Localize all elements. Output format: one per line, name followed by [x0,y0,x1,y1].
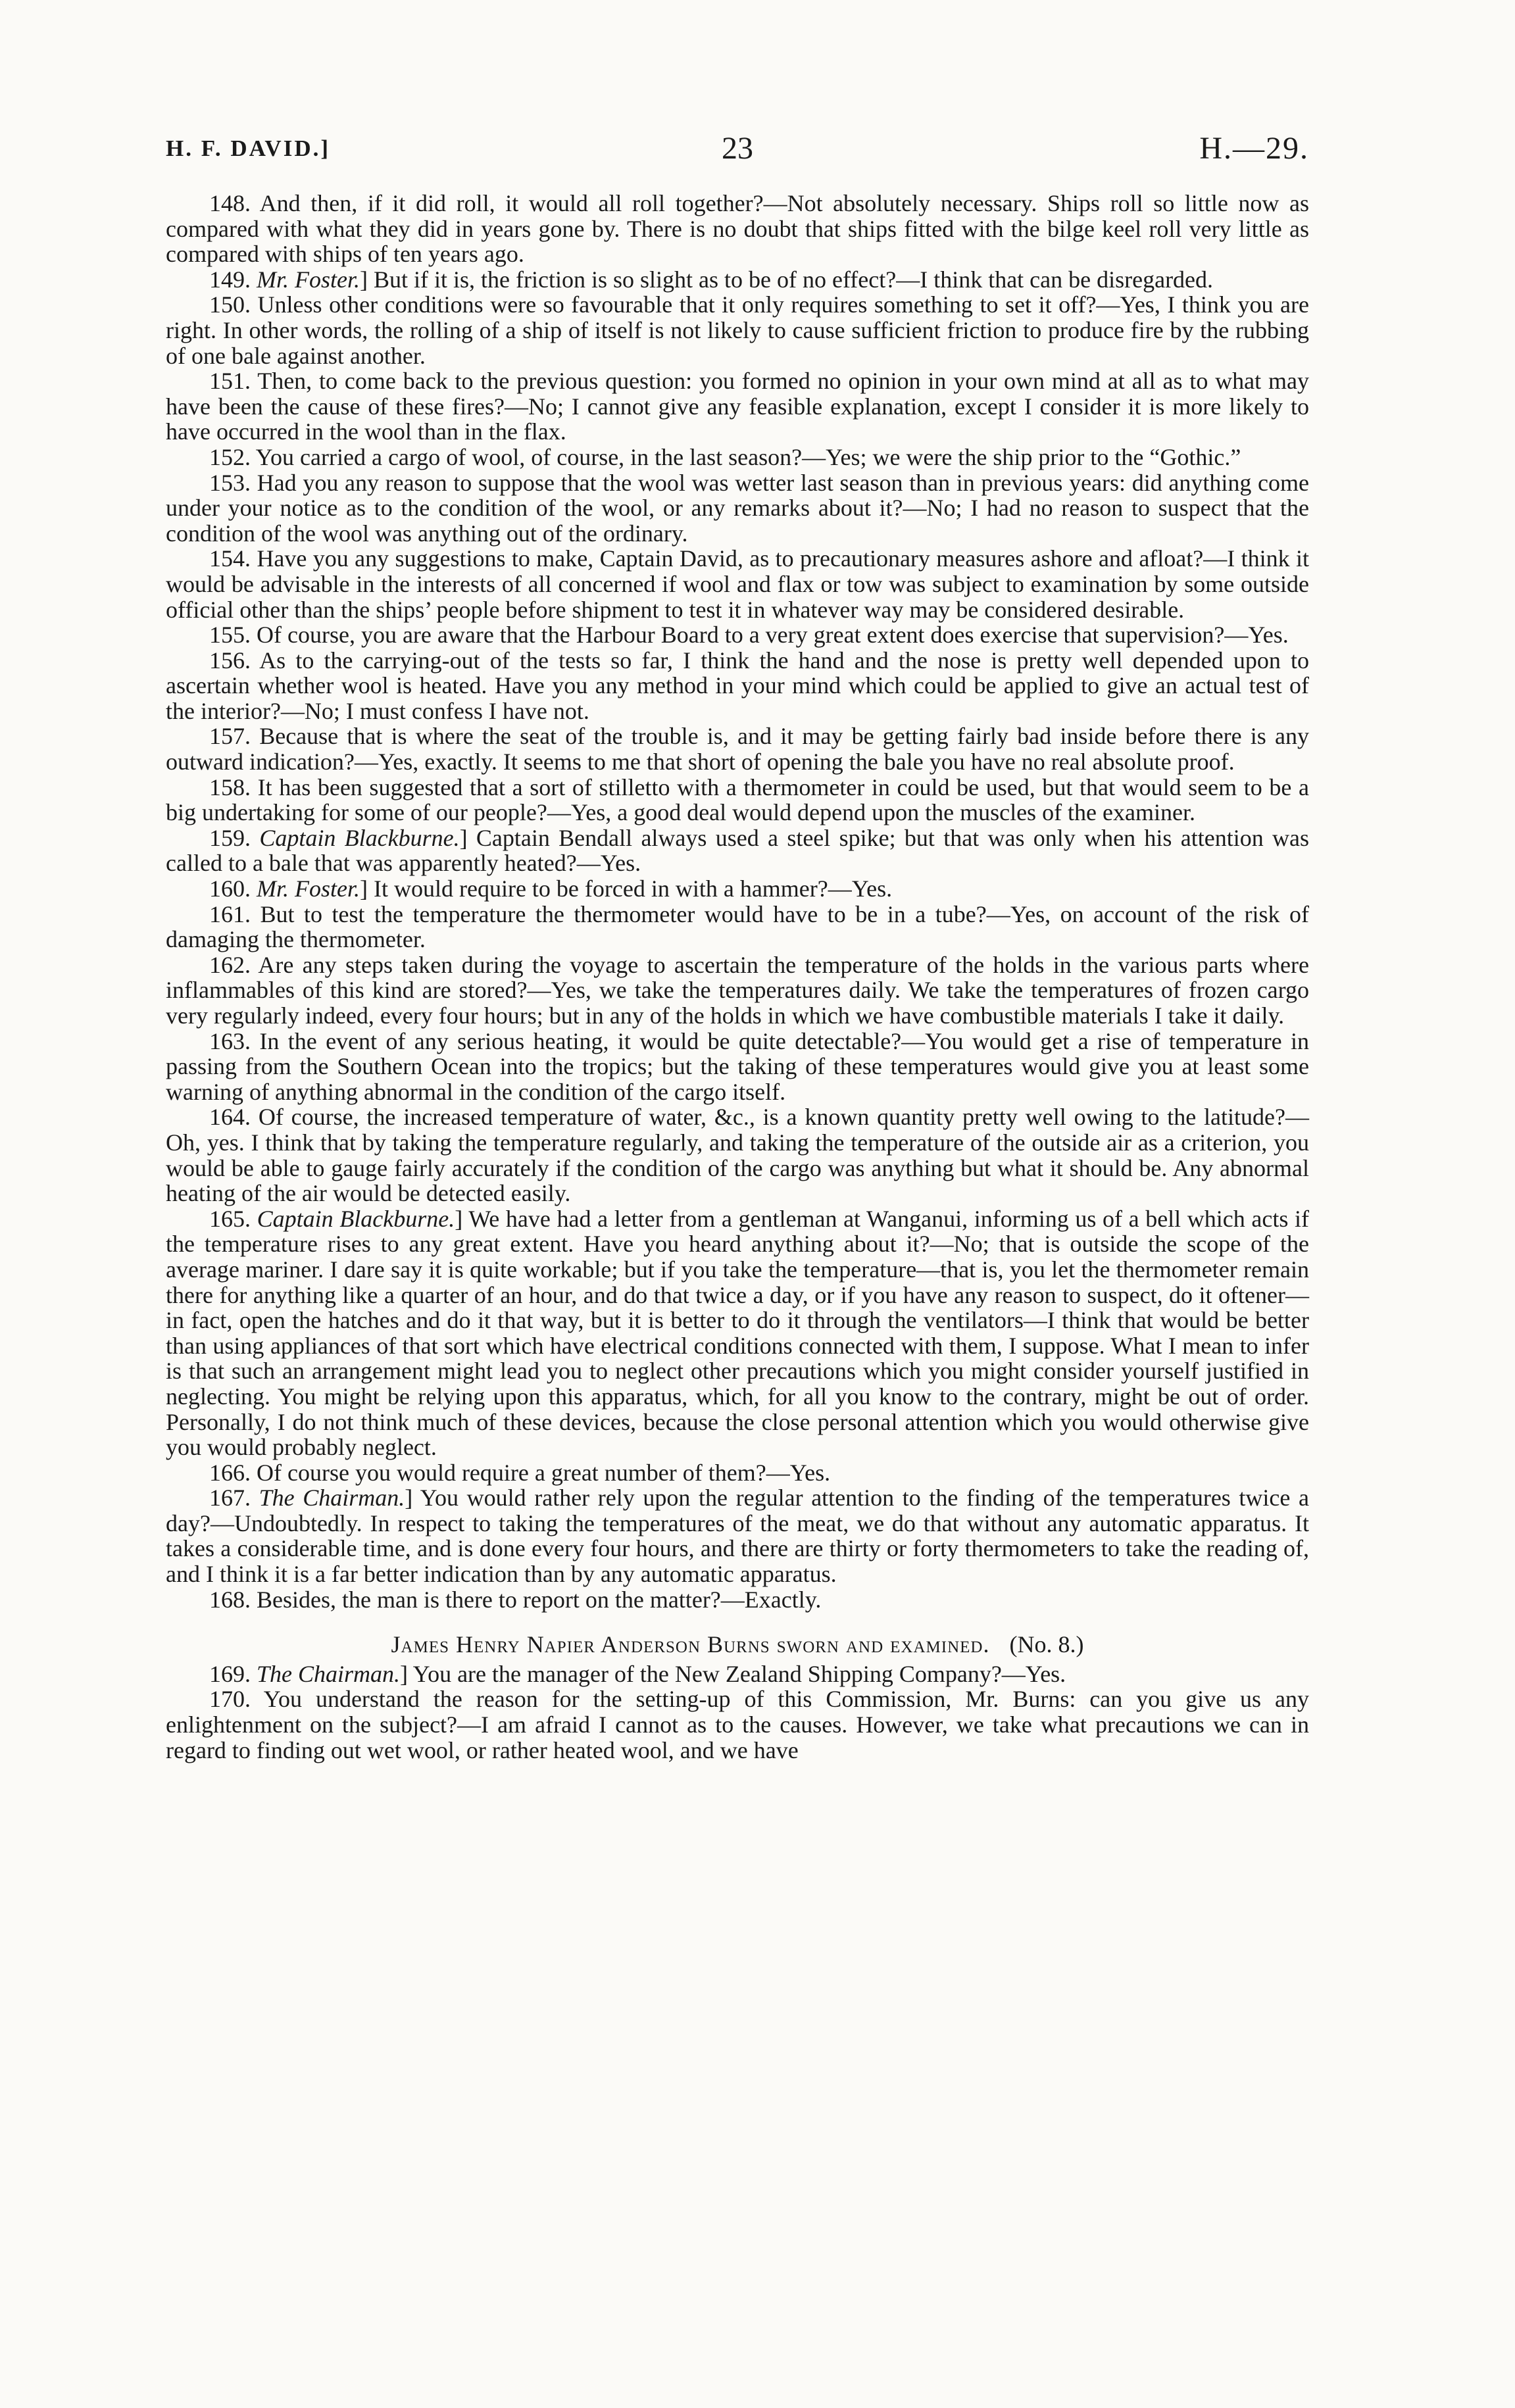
testimony-paragraph: 152. You carried a cargo of wool, of course, in the last season?—Yes; we were the ship prior to the “Gothic.” [209,443,1241,470]
testimony-paragraph: 157. Because that is where the seat of the trouble is, and it may be getting fairly bad inside before there is any outward indication?—Yes, exactly. It seems to me that short of opening the bale you have no real absolute proof. [166,723,1309,775]
testimony-paragraph: 150. Unless other conditions were so favourable that it only requires something to set it off?—Yes, I think you are right. In other words, the rolling of a ship of itself is not likely to cause sufficient friction to produce fire by the rubbing of one bale against another. [166,291,1309,369]
testimony-paragraph: 148. And then, if it did roll, it would all roll together?—Not absolutely necessary. Ships roll so little now as compared with what they did in years gone by. There is no doubt that ships fitted with the bilge keel roll very little as compared with ships of ten years ago. [166,190,1309,268]
witness-name: James Henry Napier Anderson Burns [391,1631,770,1658]
testimony-paragraph: 154. Have you any suggestions to make, Captain David, as to precautionary measures ashore and afloat?—I think it would be advisable in the interests of all concerned if wool and flax or tow was subject to examination by some outside official other than the ships’ people before shipment to test it in whatever way may be considered desirable. [166,545,1309,623]
testimony-paragraph: 165. Captain Blackburne.] We have had a letter from a gentleman at Wanganui, informing us of a bell which acts if the temperature rises to any great extent. Have you heard anything about it?—No; that is outside the scope of the average mariner. I dare say it is quite workable; but if you take the temperature—that is, you let the thermometer remain there for anything like a quarter of an hour, and do that twice a day, or if you have any reason to suspect, do it oftener—in fact, open the hatches and do it that way, but it is better to do it through the ventilators—I think that would be better than using appliances of that sort which have electrical conditions connected with them, I suppose. What I mean to infer is that such an arrangement might lead you to neglect other precautions which you might consider yourself justified in neglecting. You might be relying upon this apparatus, which, for all you know to the contrary, might be out of order. Personally, I do not think much of these devices, because the close personal attention which you would otherwise give you would probably neglect. [166,1205,1310,1461]
speaker-name: Captain Blackburne. [259,824,460,851]
witness-heading [166,1632,1309,1658]
testimony-section-1 [166,191,1309,1612]
header-witness: H. F. DAVID.] [166,135,331,161]
testimony-paragraph: 164. Of course, the increased temperature of water, &c., is a known quantity pretty well owing to the latitude?—Oh, yes. I think that by taking the temperature regularly, and taking the temperature of the outside air as a criterion, you would be able to gauge fairly accurately if the condition of the cargo was anything but what it should be. Any abnormal heating of the air would be detected easily. [166,1104,1309,1207]
testimony-paragraph: 170. You understand the reason for the setting-up of this Commission, Mr. Burns: can you give us any enlightenment on the subject?—I am afraid I cannot as to the causes. However, we take what precautions we can in regard to finding out wet wool, or rather heated wool, and we have [166,1686,1309,1763]
testimony-section-2 [166,1661,1309,1763]
testimony-paragraph: 162. Are any steps taken during the voyage to ascertain the temperature of the holds in the various parts where inflammables of this kind are stored?—Yes, we take the temperatures daily. We take the temperatures of frozen cargo very regularly indeed, every four hours; but in any of the holds in which we have combustible materials I take it daily. [166,951,1309,1029]
testimony-paragraph: 166. Of course you would require a great number of them?—Yes. [209,1459,831,1486]
speaker-name: Mr. Foster. [257,875,360,902]
testimony-paragraph: 160. Mr. Foster.] It would require to be forced in with a hammer?—Yes. [209,875,893,902]
testimony-paragraph: 156. As to the carrying-out of the tests so far, I think the hand and the nose is pretty well depended upon to ascertain whether wool is heated. Have you any method in your mind which could be applied to give an actual test of the interior?—No; I must confess I have not. [166,647,1309,724]
page-number: 23 [722,131,753,166]
speaker-name: Captain Blackburne. [257,1205,455,1232]
testimony-paragraph: 168. Besides, the man is there to report on the matter?—Exactly. [209,1586,822,1613]
page-body [166,191,1309,1763]
speaker-name: Mr. Foster. [257,266,360,293]
testimony-paragraph: 159. Captain Blackburne.] Captain Bendall always used a steel spike; but that was only when his attention was called to a bale that was apparently heated?—Yes. [166,824,1309,877]
testimony-paragraph: 151. Then, to come back to the previous question: you formed no opinion in your own mind at all as to what may have been the cause of these fires?—No; I cannot give any feasible explanation, except I consider it is more likely to have occurred in the wool than in the flax. [166,368,1309,445]
witness-number: (No. 8.) [1009,1631,1084,1658]
testimony-paragraph: 153. Had you any reason to suppose that the wool was wetter last season than in previous years: did anything come under your notice as to the condition of the wool, or any remarks about it?—No; I had no reason to suspect that the condition of the wool was anything out of the ordinary. [166,469,1309,547]
testimony-paragraph: 149. Mr. Foster.] But if it is, the friction is so slight as to be of no effect?—I think that can be disregarded. [209,266,1214,293]
testimony-paragraph: 167. The Chairman.] You would rather rely upon the regular attention to the finding of the temperatures twice a day?—Undoubtedly. In respect to taking the temperatures of the meat, we do that without any automatic apparatus. It takes a considerable time, and is done every four hours, and there are thirty or forty thermometers to take the reading of, and I think it is a far better indication than by any automatic apparatus. [166,1485,1309,1588]
witness-sworn: sworn and examined. [770,1631,990,1658]
testimony-paragraph: 158. It has been suggested that a sort of stilletto with a thermometer in could be used, but that would seem to be a big undertaking for some of our people?—Yes, a good deal would depend upon the muscles of the examiner. [166,774,1309,826]
page-header [166,130,1309,170]
testimony-paragraph: 163. In the event of any serious heating, it would be quite detectable?—You would get a rise of temperature in passing from the Southern Ocean into the tropics; but the taking of these temperatures would give you at least some warning of anything abnormal in the condition of the cargo itself. [166,1027,1309,1105]
testimony-paragraph: 155. Of course, you are aware that the Harbour Board to a very great extent does exercise that supervision?—Yes. [209,622,1289,649]
document-reference: H.—29. [1199,131,1309,166]
speaker-name: The Chairman. [257,1660,401,1687]
speaker-name: The Chairman. [259,1485,405,1511]
testimony-paragraph: 161. But to test the temperature the thermometer would have to be in a tube?—Yes, on account of the risk of damaging the thermometer. [166,900,1309,953]
testimony-paragraph: 169. The Chairman.] You are the manager of the New Zealand Shipping Company?—Yes. [209,1660,1066,1687]
